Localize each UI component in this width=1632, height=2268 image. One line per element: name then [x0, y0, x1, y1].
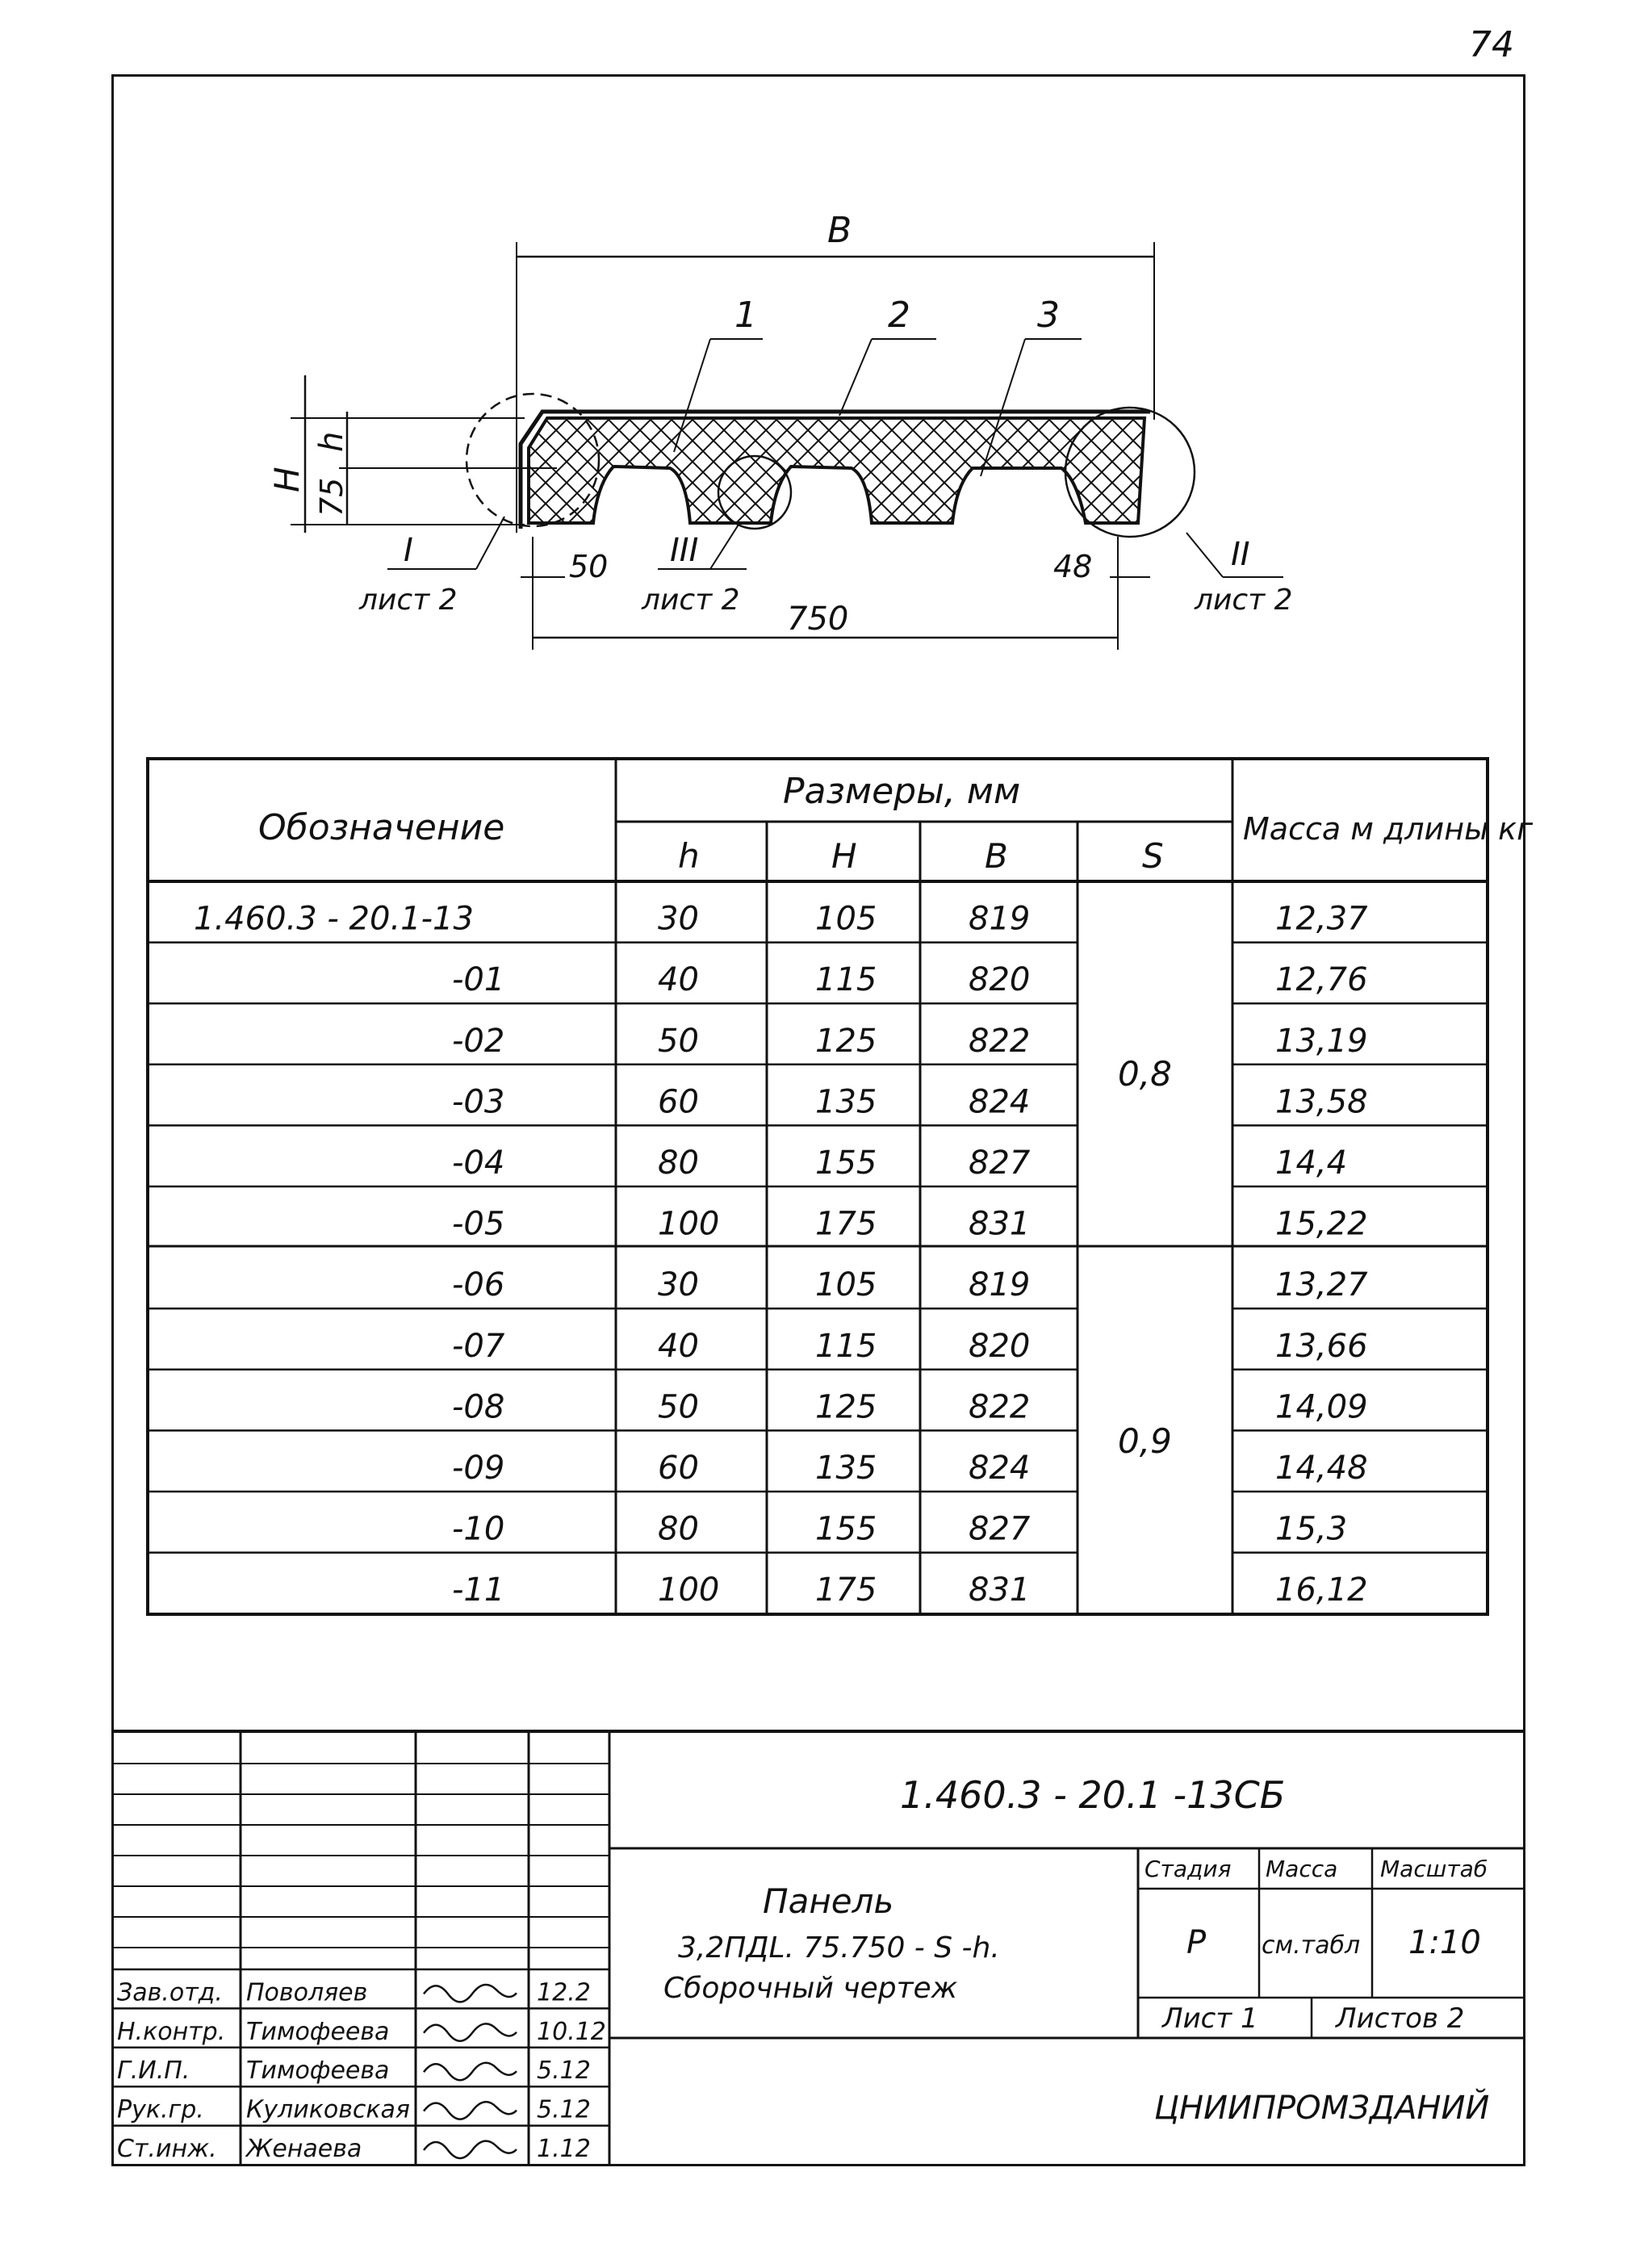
row-code: -02 [452, 1022, 505, 1060]
signature [424, 2102, 517, 2119]
row-h: 50 [658, 1022, 699, 1060]
row-h: 40 [658, 961, 699, 999]
callout-II: II [1231, 536, 1250, 573]
signer-role: Г.И.П. [117, 2057, 190, 2086]
row-h: 30 [658, 1266, 699, 1304]
row-h: 60 [658, 1450, 699, 1487]
row-B: 827 [969, 1144, 1031, 1182]
row-B: 819 [969, 900, 1031, 938]
row-H: 125 [815, 1022, 877, 1060]
row-H: 175 [815, 1205, 877, 1243]
row-mass: 12,37 [1275, 900, 1368, 938]
row-code: -09 [452, 1450, 505, 1487]
leader-2: 2 [888, 295, 910, 336]
row-mass: 15,3 [1275, 1510, 1348, 1548]
row-B: 820 [969, 961, 1031, 999]
row-code: -08 [452, 1388, 505, 1426]
row-h: 80 [658, 1510, 699, 1548]
callout-I-sheet: лист 2 [359, 584, 458, 617]
page-number: 74 [1469, 24, 1514, 65]
mass-label: Масса [1266, 1856, 1338, 1882]
row-h: 60 [658, 1083, 699, 1121]
row-code: -06 [452, 1266, 505, 1304]
title-line2: 3,2ПДL. 75.750 - S -h. [678, 1931, 1000, 1965]
row-code: -01 [452, 961, 505, 999]
row-code: -03 [452, 1083, 505, 1121]
row-H: 115 [815, 961, 877, 999]
header-designation: Обозначение [258, 807, 505, 848]
row-B: 831 [969, 1205, 1031, 1243]
title-line3: Сборочный чертеж [663, 1972, 958, 2005]
row-H: 115 [815, 1327, 877, 1365]
row-B: 822 [969, 1388, 1031, 1426]
signer-name: Тимофеева [246, 2057, 390, 2086]
signer-role: Ст.инж. [117, 2135, 217, 2163]
row-H: 155 [815, 1510, 877, 1548]
row-H: 105 [815, 1266, 877, 1304]
row-mass: 13,27 [1275, 1266, 1368, 1304]
scale-label: Масштаб [1380, 1856, 1488, 1882]
sheet-label: Лист 1 [1162, 2002, 1258, 2035]
row-mass: 16,12 [1275, 1571, 1368, 1609]
header-sizes: Размеры, мм [783, 771, 1021, 812]
row-code: -10 [452, 1510, 505, 1548]
dim-750: 750 [787, 600, 849, 638]
signer-name: Куликовская [246, 2095, 410, 2124]
stage-value: Р [1186, 1924, 1207, 1961]
dim-50: 50 [569, 549, 609, 584]
row-mass: 14,4 [1275, 1144, 1348, 1182]
signature [424, 1985, 517, 2002]
signer-date: 5.12 [537, 2057, 591, 2086]
row-mass: 14,09 [1275, 1388, 1368, 1426]
col-B: B [985, 836, 1008, 876]
row-h: 30 [658, 900, 699, 938]
dim-48: 48 [1053, 549, 1093, 584]
signer-name: Тимофеева [246, 2017, 390, 2046]
callout-III-sheet: лист 2 [642, 584, 740, 617]
row-H: 155 [815, 1144, 877, 1182]
signer-role: Зав.отд. [117, 1978, 223, 2007]
row-h: 100 [658, 1571, 720, 1609]
row-B: 819 [969, 1266, 1031, 1304]
row-mass: 12,76 [1275, 961, 1368, 999]
signer-name: Женаева [246, 2135, 362, 2163]
signature [424, 2023, 517, 2040]
dim-75: 75 [314, 477, 349, 517]
row-code: -07 [452, 1327, 505, 1365]
row-code: -11 [452, 1571, 505, 1609]
row-H: 135 [815, 1083, 877, 1121]
row-h: 50 [658, 1388, 699, 1426]
stage-label: Стадия [1144, 1856, 1232, 1882]
signer-role: Н.контр. [117, 2017, 226, 2046]
row-B: 820 [969, 1327, 1031, 1365]
signer-name: Поволяев [246, 1978, 368, 2007]
dim-h: h [313, 431, 350, 452]
dim-H: H [267, 467, 307, 492]
col-h: h [678, 836, 700, 876]
callout-II-sheet: лист 2 [1195, 584, 1293, 617]
row-code: -05 [452, 1205, 505, 1243]
row-h: 80 [658, 1144, 699, 1182]
signature [424, 2141, 517, 2158]
sheets-label: Листов 2 [1336, 2002, 1465, 2035]
row-H: 175 [815, 1571, 877, 1609]
row-mass: 14,48 [1275, 1450, 1368, 1487]
row-H: 135 [815, 1450, 877, 1487]
s-group-2: 0,9 [1118, 1421, 1172, 1461]
row-B: 822 [969, 1022, 1031, 1060]
organization: ЦНИИПРОМЗДАНИЙ [1154, 2090, 1490, 2127]
row-B: 827 [969, 1510, 1031, 1548]
mass-value: см.табл [1262, 1931, 1361, 1960]
row-code: 1.460.3 - 20.1-13 [194, 900, 474, 938]
row-B: 831 [969, 1571, 1031, 1609]
callout-III: III [670, 532, 699, 569]
signer-date: 5.12 [537, 2095, 591, 2124]
row-H: 105 [815, 900, 877, 938]
row-H: 125 [815, 1388, 877, 1426]
col-H: H [831, 836, 857, 876]
signer-role: Рук.гр. [117, 2095, 204, 2124]
doc-code: 1.460.3 - 20.1 -13СБ [900, 1773, 1286, 1817]
s-group-1: 0,8 [1118, 1054, 1172, 1094]
signer-date: 12.2 [537, 1978, 591, 2007]
header-mass: Масса м длины кг [1243, 811, 1534, 847]
leader-3: 3 [1037, 295, 1060, 336]
signer-date: 10.12 [537, 2017, 606, 2046]
col-S: S [1142, 836, 1164, 876]
title-line1: Панель [763, 1881, 894, 1921]
leader-1: 1 [734, 295, 757, 336]
row-mass: 13,19 [1275, 1022, 1368, 1060]
row-h: 40 [658, 1327, 699, 1365]
row-mass: 13,58 [1275, 1083, 1368, 1121]
row-mass: 15,22 [1275, 1205, 1368, 1243]
signer-date: 1.12 [537, 2135, 591, 2163]
row-code: -04 [452, 1144, 505, 1182]
row-mass: 13,66 [1275, 1327, 1368, 1365]
scale-value: 1:10 [1408, 1924, 1481, 1961]
signature [424, 2063, 517, 2080]
callout-I: I [404, 532, 413, 569]
row-h: 100 [658, 1205, 720, 1243]
dim-B: B [827, 210, 852, 251]
row-B: 824 [969, 1083, 1031, 1121]
row-B: 824 [969, 1450, 1031, 1487]
